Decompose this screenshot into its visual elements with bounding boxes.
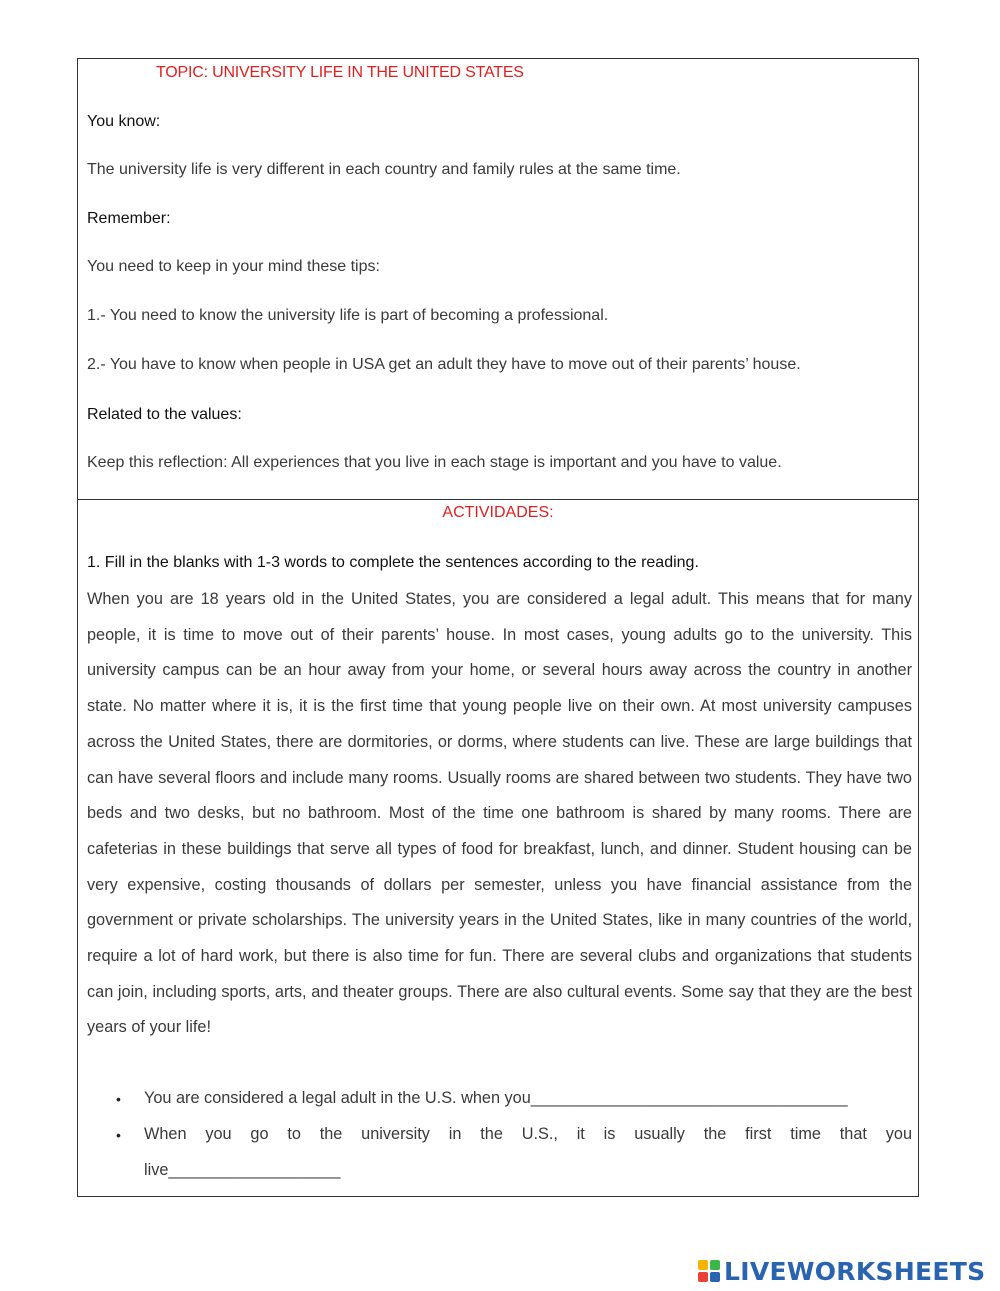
topic-info-box bbox=[77, 58, 919, 500]
logo-text: LIVEWORKSHEETS bbox=[724, 1256, 986, 1286]
liveworksheets-logo bbox=[698, 1257, 985, 1285]
tip-2: 2.- You have to know when people in USA get an adult they have to move out of their parents’ house. bbox=[87, 356, 801, 373]
activity-instruction: 1. Fill in the blanks with 1-3 words to complete the sentences according to the reading. bbox=[87, 554, 699, 571]
question-2-line-2: live___________________ bbox=[144, 1161, 341, 1179]
remember-intro: You need to keep in your mind these tips: bbox=[87, 258, 380, 275]
remember-heading: Remember: bbox=[87, 210, 171, 227]
activities-heading: ACTIVIDADES: bbox=[442, 504, 554, 521]
you-know-heading: You know: bbox=[87, 113, 161, 130]
question-1: You are considered a legal adult in the U.S. when you___________________________________ bbox=[144, 1089, 848, 1107]
bullet-2: • bbox=[116, 1127, 121, 1143]
you-know-text: The university life is very different in each country and family rules at the same time. bbox=[87, 161, 681, 178]
values-text: Keep this reflection: All experiences that you live in each stage is important and you have to value. bbox=[87, 454, 782, 471]
activities-box bbox=[77, 499, 919, 1197]
values-heading: Related to the values: bbox=[87, 406, 242, 423]
question-2-line-1: When you go to the university in the U.S., it is usually the first time that you bbox=[144, 1125, 912, 1143]
tip-1: 1.- You need to know the university life is part of becoming a professional. bbox=[87, 307, 609, 324]
reading-passage: When you are 18 years old in the United States, you are considered a legal adult. This means that for many people, it is time to move out of their parents’ house. In most cases, young adults go to the university. This university campus can be an hour away from your home, or several hours away across the country in another state. No matter where it is, it is the first time that young people live on their own. At most university campuses across the United States, there are dormitories, or dorms, where students can live. These are large buildings that can have several floors and include many rooms. Usually rooms are shared between two students. They have two beds and two desks, but no bathroom. Most of the time one bathroom is shared by many rooms. There are cafeterias in these buildings that serve all types of food for breakfast, lunch, and dinner. Student housing can be very expensive, costing thousands of dollars per semester, unless you have financial assistance from the government or private scholarships. The university years in the United States, like in many countries of the world, require a lot of hard work, but there is also time for fun. There are several clubs and organizations that students can join, including sports, arts, and theater groups. There are also cultural events. Some say that they are the best years of your life! bbox=[87, 590, 912, 1037]
bullet-1: • bbox=[116, 1091, 121, 1107]
topic-title: TOPIC: UNIVERSITY LIFE IN THE UNITED STATES bbox=[156, 64, 524, 81]
logo-mark-icon bbox=[698, 1260, 720, 1282]
